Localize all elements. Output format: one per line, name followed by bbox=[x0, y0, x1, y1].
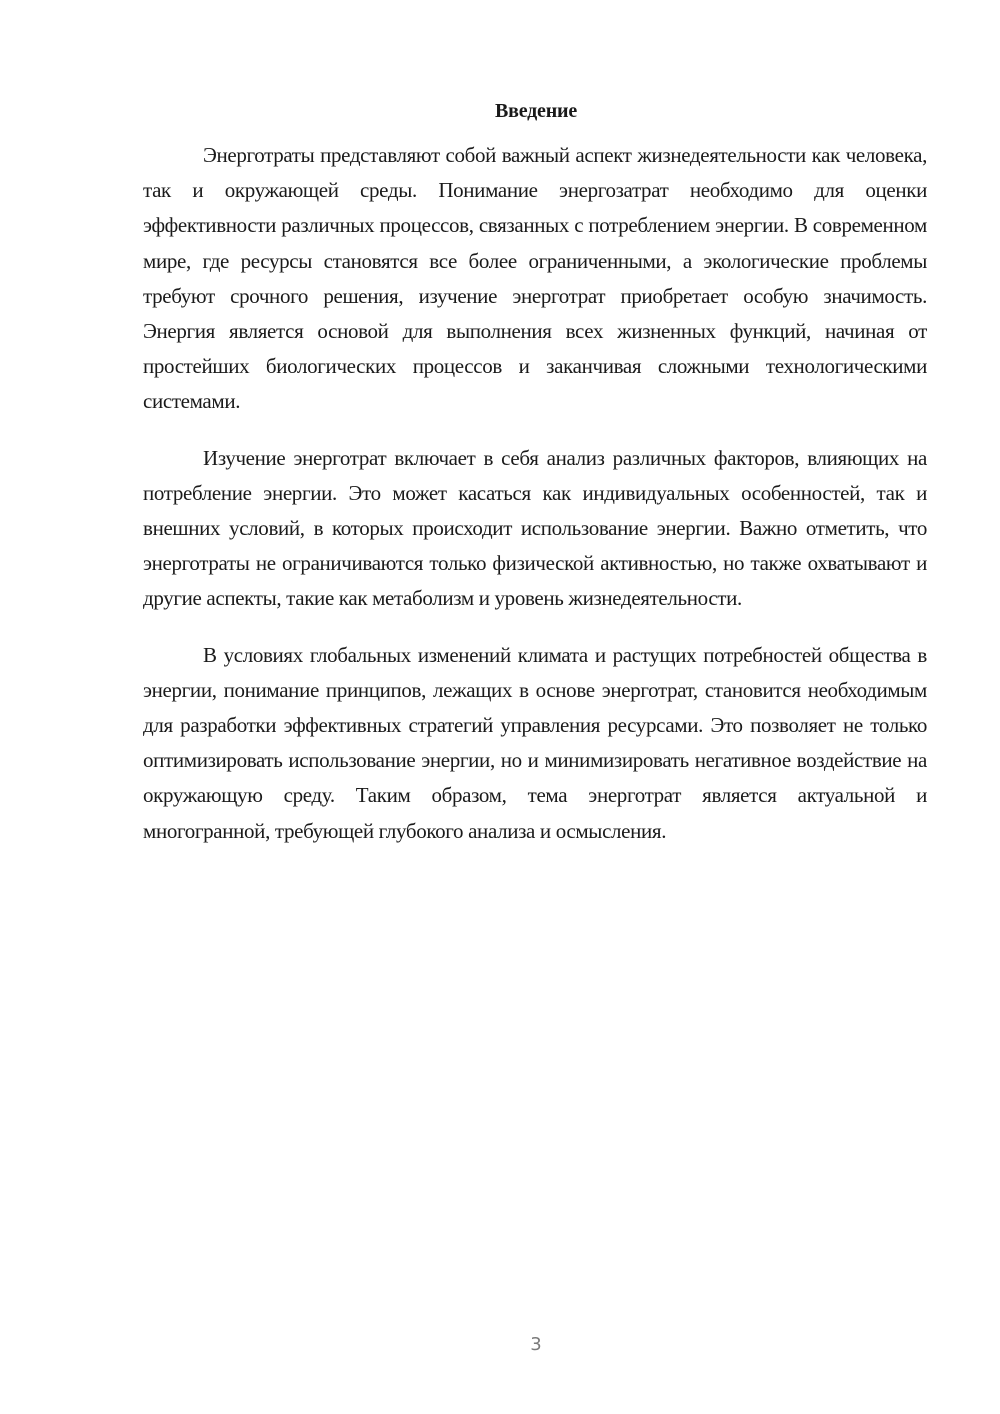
page-content bbox=[143, 96, 927, 870]
paragraph-3: В условиях глобальных изменений климата и растущих потребностей общества в энергии, понимание принципов, лежащих в основе энерготрат, становится необходимым для разработки эффективных стратегий управления ресурсами. Это позволяет не только оптимизировать использование энергии, но и минимизировать негативное воздействие на окружающую среду. Таким образом, тема энерготрат является актуальной и многогранной, требующей глубокого анализа и осмысления. bbox=[143, 642, 927, 843]
page-number: 3 bbox=[530, 1334, 542, 1355]
section-heading: Введение bbox=[494, 100, 578, 122]
paragraph-2: Изучение энерготрат включает в себя анализ различных факторов, влияющих на потребление энергии. Это может касаться как индивидуальных особенностей, так и внешних условий, в которых происходит использование энергии. Важно отметить, что энерготраты не ограничиваются только физической активностью, но также охватывают и другие аспекты, такие как метаболизм и уровень жизнедеятельности. bbox=[143, 445, 927, 611]
paragraph-1: Энерготраты представляют собой важный аспект жизнедеятельности как человека, так и окружающей среды. Понимание энергозатрат необходимо для оценки эффективности различных процессов, связанных с потреблением энергии. В современном мире, где ресурсы становятся все более ограниченными, а экологические проблемы требуют срочного решения, изучение энерготрат приобретает особую значимость. Энергия является основой для выполнения всех жизненных функций, начиная от простейших биологических процессов и заканчивая сложными технологическими системами. bbox=[143, 143, 927, 414]
